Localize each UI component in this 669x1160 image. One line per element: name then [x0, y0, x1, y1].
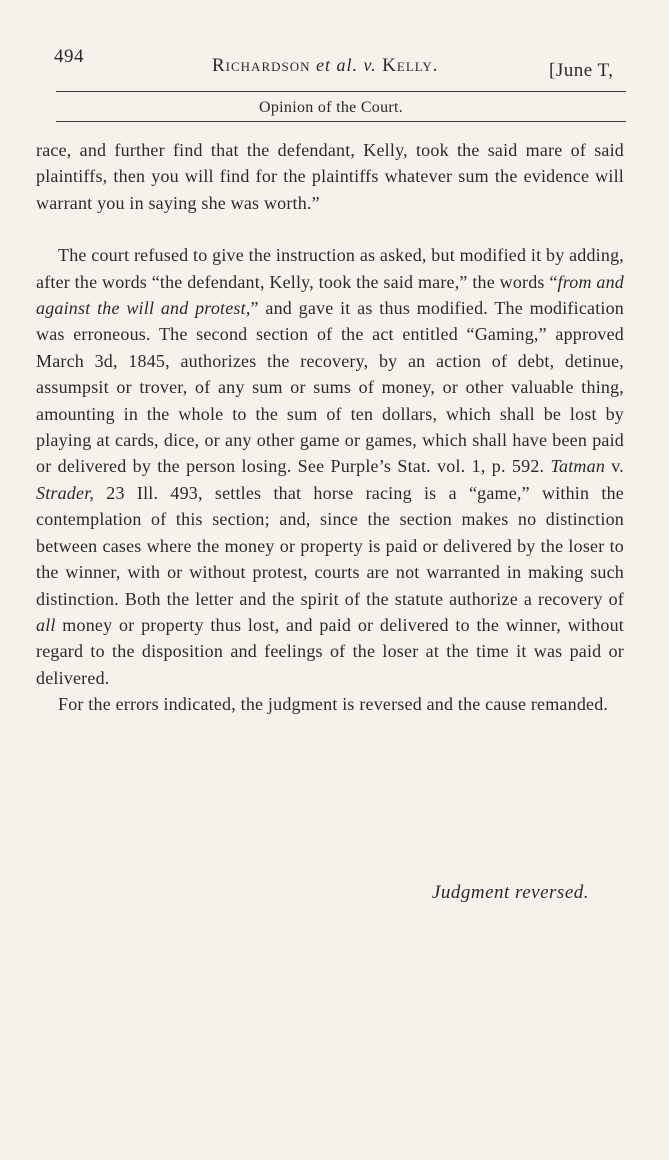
citation-party-2: Strader,	[36, 482, 95, 503]
paragraph-1: race, and further find that the defendant, Kelly, took the said mare of said plaintiffs, then you will find for the plaintiffs whatever sum the evidence will warrant you in saying she was worth.”	[36, 140, 624, 213]
case-name-versus: v.	[363, 55, 377, 75]
case-name-etal: et al.	[316, 55, 359, 75]
term-label: [June T,	[549, 60, 614, 81]
case-name-plaintiff: Richardson	[212, 55, 311, 76]
paragraph-2	[36, 242, 624, 691]
paragraph-2-italic-phrase: from and against the will and protest,	[36, 271, 624, 319]
opinion-body	[36, 137, 624, 718]
citation-versus: v.	[605, 456, 625, 477]
paragraph-2-italic-all: all	[36, 614, 56, 635]
paragraph-gap	[36, 216, 624, 242]
paragraph-3: For the errors indicated, the judgment is reversed and the cause remanded.	[58, 694, 609, 715]
header-rule-top	[56, 91, 626, 92]
paragraph-2-text-a: The court refused to give the instruction as asked, but modified it by adding, after the words “the defendant, Kelly, took the said mare,” the words “	[36, 245, 624, 292]
paragraph-2-text-i: money or property thus lost, and paid or delivered to the winner, without regard to the disposition and feelings of the loser at the time it was paid or delivered.	[36, 614, 624, 688]
header-rule-bottom	[56, 121, 626, 122]
section-heading: Opinion of the Court.	[259, 99, 404, 116]
page-number: 494	[54, 46, 84, 67]
running-head	[212, 55, 439, 77]
paragraph-2-text-g: 23 Ill. 493, settles that horse racing is a “game,” within the contemplation of this section; and, since the section makes no distinction between cases where the money or property is paid or delivered by the loser to the winner, with or without protest, courts are not warranted in making such distinction. Both the letter and the spirit of the statute authorize a recovery of	[36, 482, 624, 609]
paragraph-2-text-c: ” and gave it as thus modified. The modification was erroneous. The second section of the act entitled “Gaming,” approved March 3d, 1845, authorizes the recovery, by an action of debt, detinue, assumpsit or trover, of any sum or sums of money, or other valuable thing, amounting in the whole to the sum of ten dollars, which shall be lost by playing at cards, dice, or any other game or games, which shall have been paid or delivered by the person losing. See Purple’s Stat. vol. 1, p. 592.	[36, 298, 624, 477]
case-name-defendant: Kelly.	[382, 55, 439, 76]
citation-party-1: Tatman	[550, 456, 606, 477]
verdict: Judgment reversed.	[431, 882, 589, 903]
